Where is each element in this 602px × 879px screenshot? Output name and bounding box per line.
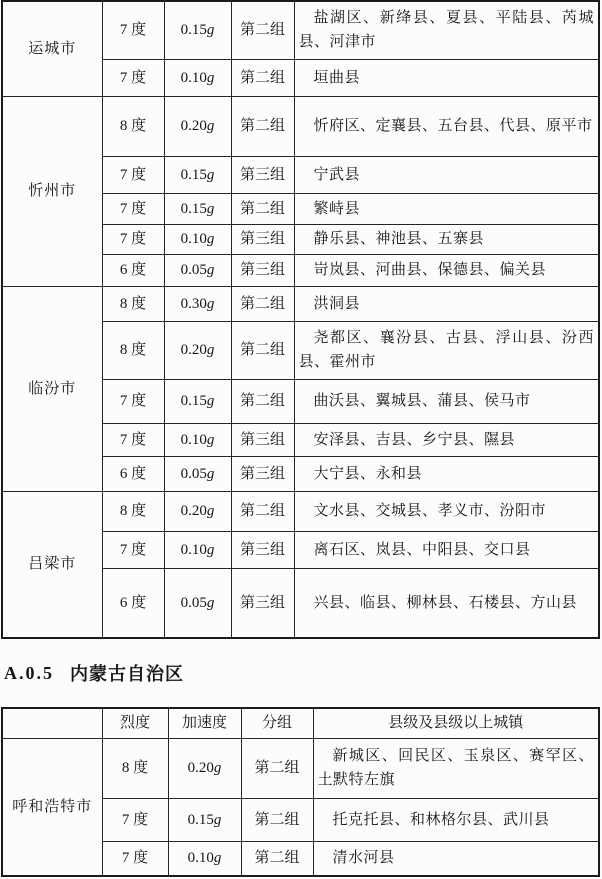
acceleration-cell — [168, 798, 241, 841]
accel-value: 0.15 — [180, 200, 207, 217]
accel-value: 0.20 — [180, 342, 207, 358]
acceleration-header: 加速度 — [168, 708, 241, 738]
group-cell: 第二组 — [231, 59, 294, 96]
city-cell: 吕梁市 — [2, 491, 102, 638]
acceleration-cell — [164, 193, 231, 224]
accel-value: 0.05 — [180, 465, 207, 482]
group-cell: 第二组 — [231, 193, 294, 224]
accel-unit: g — [213, 850, 222, 867]
group-cell: 第二组 — [231, 379, 294, 423]
group-cell: 第二组 — [231, 286, 294, 321]
intensity-header: 烈度 — [102, 708, 168, 738]
seismic-table-neimenggu — [1, 707, 600, 877]
acceleration-cell — [164, 456, 231, 491]
accel-unit: g — [206, 541, 215, 558]
towns-cell: 托克托县、和林格尔县、武川县 — [313, 798, 599, 841]
intensity-cell: 7 度 — [102, 798, 168, 841]
towns-cell: 静乐县、神池县、五寨县 — [294, 224, 599, 254]
accel-unit: g — [206, 431, 215, 448]
intensity-cell: 8 度 — [102, 96, 164, 156]
accel-unit: g — [206, 69, 215, 86]
acceleration-cell — [164, 491, 231, 531]
accel-value: 0.10 — [180, 231, 207, 247]
towns-cell: 离石区、岚县、中阳县、交口县 — [294, 531, 599, 568]
group-cell: 第三组 — [231, 568, 294, 638]
towns-cell: 曲沃县、翼城县、蒲县、侯马市 — [294, 379, 599, 423]
accel-value: 0.05 — [180, 594, 207, 611]
table-row — [2, 96, 599, 156]
accel-value: 0.15 — [187, 811, 214, 828]
intensity-cell: 7 度 — [102, 531, 164, 568]
intensity-cell: 6 度 — [102, 568, 164, 638]
accel-value: 0.10 — [187, 850, 214, 867]
towns-cell: 新城区、回民区、玉泉区、赛罕区、土默特左旗 — [313, 738, 599, 798]
intensity-cell: 7 度 — [102, 379, 164, 423]
acceleration-cell — [164, 156, 231, 193]
group-cell: 第二组 — [241, 798, 313, 841]
group-header: 分组 — [241, 708, 313, 738]
city-cell: 临汾市 — [2, 286, 102, 491]
towns-cell: 兴县、临县、柳林县、石楼县、方山县 — [294, 568, 599, 638]
accel-unit: g — [206, 200, 215, 217]
group-cell: 第三组 — [231, 224, 294, 254]
accel-value: 0.05 — [180, 262, 207, 278]
acceleration-cell — [164, 254, 231, 286]
city-cell: 忻州市 — [2, 96, 102, 286]
accel-unit: g — [206, 393, 215, 409]
towns-cell: 文水县、交城县、孝义市、汾阳市 — [294, 491, 599, 531]
accel-unit: g — [213, 760, 222, 776]
group-cell: 第二组 — [231, 1, 294, 59]
table-row — [2, 1, 599, 59]
intensity-cell: 6 度 — [102, 456, 164, 491]
seismic-table-shanxi — [1, 0, 600, 639]
group-cell: 第二组 — [231, 491, 294, 531]
accel-value: 0.10 — [180, 541, 207, 558]
acceleration-cell — [164, 1, 231, 59]
acceleration-cell — [168, 841, 241, 876]
towns-cell: 盐湖区、新绛县、夏县、平陆县、芮城县、河津市 — [294, 1, 599, 59]
intensity-cell: 8 度 — [102, 321, 164, 379]
accel-unit: g — [206, 295, 215, 312]
intensity-cell: 7 度 — [102, 1, 164, 59]
group-cell: 第三组 — [231, 156, 294, 193]
intensity-cell: 8 度 — [102, 738, 168, 798]
towns-cell: 繁峙县 — [294, 193, 599, 224]
city-cell: 运城市 — [2, 1, 102, 96]
accel-unit: g — [206, 594, 215, 611]
accel-value: 0.20 — [180, 503, 207, 519]
towns-cell: 安泽县、吉县、乡宁县、隰县 — [294, 423, 599, 456]
city-header-cell — [2, 708, 102, 738]
city-cell: 呼和浩特市 — [2, 738, 102, 876]
table-header-row — [2, 708, 599, 738]
intensity-cell: 8 度 — [102, 286, 164, 321]
towns-header: 县级及县级以上城镇 — [313, 708, 599, 738]
accel-unit: g — [206, 166, 215, 183]
table-row — [2, 738, 599, 798]
acceleration-cell — [164, 531, 231, 568]
acceleration-cell — [164, 423, 231, 456]
accel-unit: g — [206, 465, 215, 482]
section-title: 内蒙古自治区 — [70, 664, 184, 684]
intensity-cell: 7 度 — [102, 841, 168, 876]
intensity-cell: 7 度 — [102, 59, 164, 96]
section-number: A.0.5 — [4, 662, 54, 683]
accel-value: 0.30 — [180, 295, 207, 312]
accel-unit: g — [206, 503, 215, 519]
accel-value: 0.10 — [180, 69, 207, 86]
towns-cell: 清水河县 — [313, 841, 599, 876]
group-cell: 第二组 — [231, 96, 294, 156]
table-row — [2, 286, 599, 321]
intensity-cell: 7 度 — [102, 224, 164, 254]
accel-value: 0.15 — [180, 166, 207, 183]
accel-value: 0.20 — [180, 118, 207, 134]
group-cell: 第三组 — [231, 456, 294, 491]
group-cell: 第二组 — [241, 738, 313, 798]
towns-cell: 垣曲县 — [294, 59, 599, 96]
towns-cell: 洪洞县 — [294, 286, 599, 321]
group-cell: 第三组 — [231, 423, 294, 456]
accel-value: 0.20 — [187, 760, 214, 776]
acceleration-cell — [164, 96, 231, 156]
accel-unit: g — [206, 342, 215, 358]
accel-unit: g — [206, 22, 215, 39]
accel-unit: g — [206, 262, 215, 278]
towns-cell: 宁武县 — [294, 156, 599, 193]
towns-cell: 忻府区、定襄县、五台县、代县、原平市 — [294, 96, 599, 156]
intensity-cell: 7 度 — [102, 193, 164, 224]
intensity-cell: 6 度 — [102, 254, 164, 286]
acceleration-cell — [164, 286, 231, 321]
towns-cell: 大宁县、永和县 — [294, 456, 599, 491]
group-cell: 第三组 — [231, 531, 294, 568]
intensity-cell: 8 度 — [102, 491, 164, 531]
acceleration-cell — [164, 59, 231, 96]
section-heading — [0, 639, 602, 707]
accel-value: 0.15 — [180, 22, 207, 39]
acceleration-cell — [168, 738, 241, 798]
towns-cell: 岢岚县、河曲县、保德县、偏关县 — [294, 254, 599, 286]
group-cell: 第三组 — [231, 254, 294, 286]
accel-value: 0.10 — [180, 431, 207, 448]
acceleration-cell — [164, 379, 231, 423]
table-row — [2, 491, 599, 531]
accel-unit: g — [206, 118, 215, 134]
group-cell: 第二组 — [241, 841, 313, 876]
towns-cell: 尧都区、襄汾县、古县、浮山县、汾西县、霍州市 — [294, 321, 599, 379]
intensity-cell: 7 度 — [102, 156, 164, 193]
acceleration-cell — [164, 321, 231, 379]
accel-unit: g — [213, 811, 222, 828]
group-cell: 第二组 — [231, 321, 294, 379]
acceleration-cell — [164, 224, 231, 254]
acceleration-cell — [164, 568, 231, 638]
accel-value: 0.15 — [180, 393, 207, 409]
intensity-cell: 7 度 — [102, 423, 164, 456]
accel-unit: g — [206, 231, 215, 247]
